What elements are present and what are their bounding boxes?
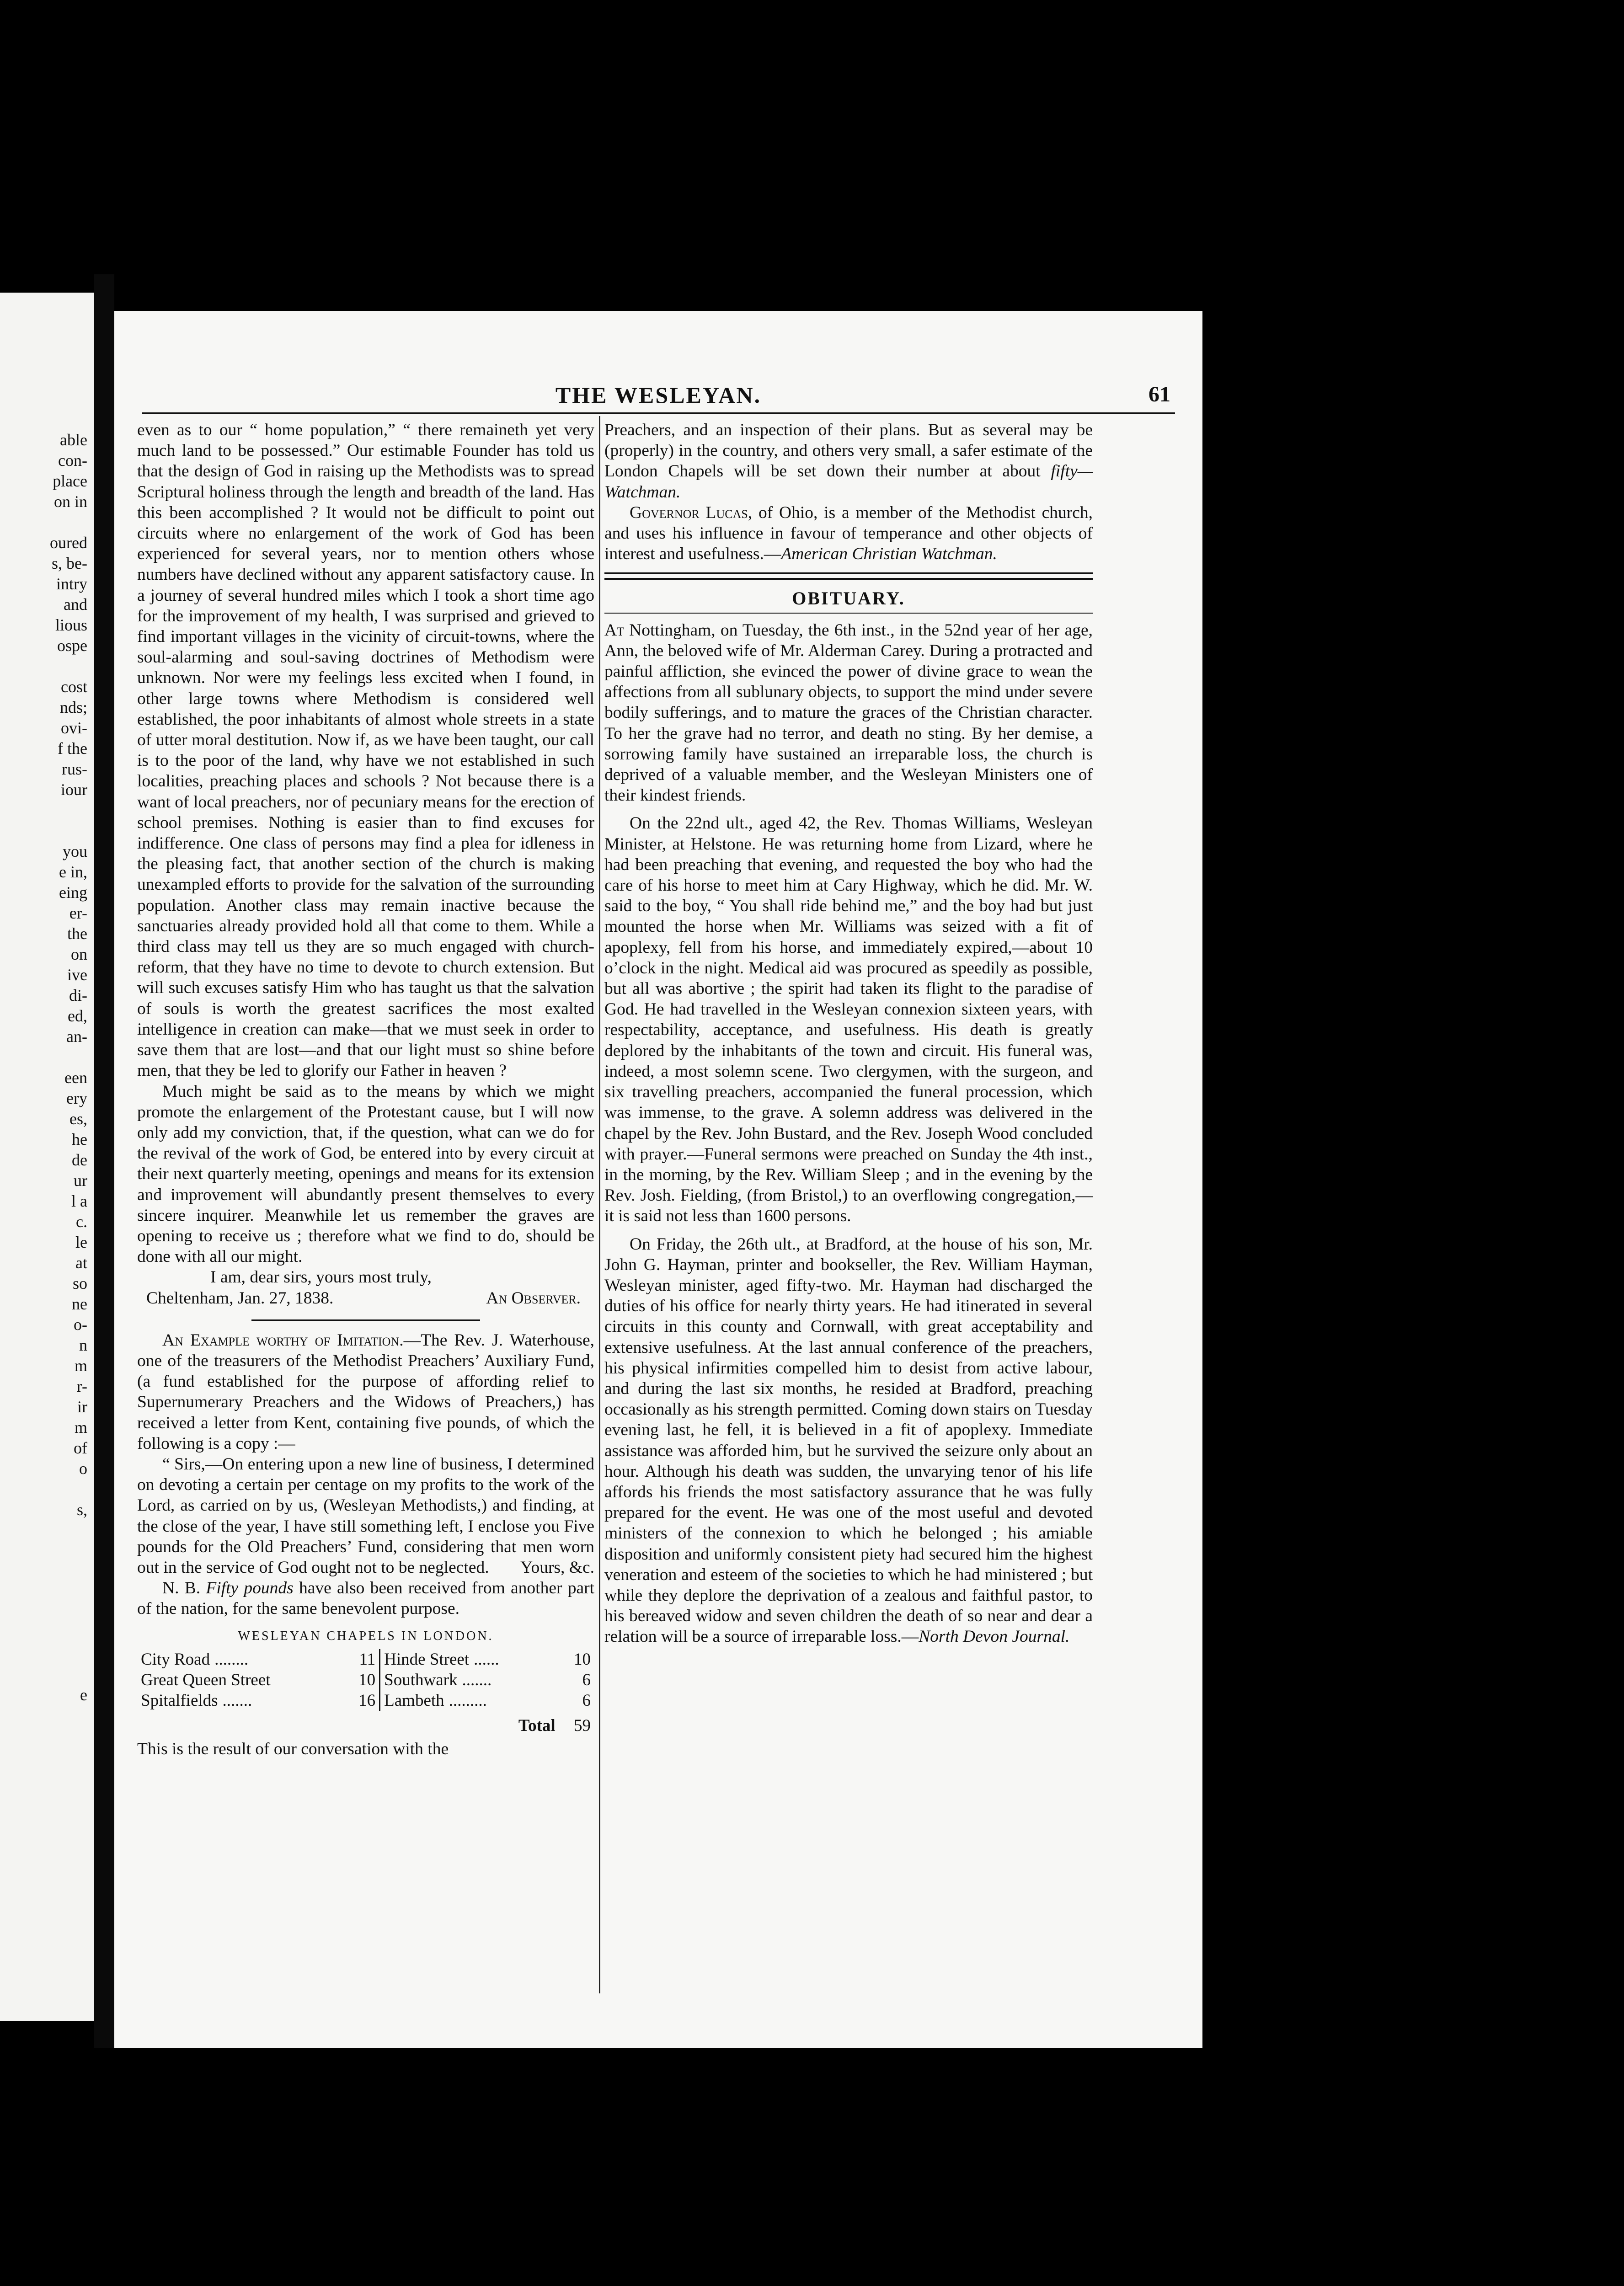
leader-dots: ......... <box>449 1691 487 1710</box>
facing-page-fragment: con- <box>58 451 87 470</box>
chapels-table <box>137 1649 594 1736</box>
obit-lead: At <box>604 620 624 640</box>
page <box>114 311 1202 2048</box>
facing-page-fragment: o <box>79 1459 87 1478</box>
facing-page-fragment: s, <box>76 1501 87 1519</box>
facing-page-fragment: ospe <box>57 636 87 655</box>
left-column <box>137 420 594 1759</box>
facing-page-fragment: ur <box>74 1171 87 1190</box>
total-row <box>137 1711 594 1736</box>
letter-text <box>137 1454 594 1578</box>
facing-page-fragment: di- <box>69 986 87 1004</box>
chapel-name: Great Queen Street <box>141 1670 271 1689</box>
facing-page-fragment: n <box>79 1336 87 1354</box>
facing-page-fragment: ne <box>72 1295 87 1313</box>
place-date: Cheltenham, Jan. 27, 1838. <box>146 1288 334 1308</box>
facing-page-fragment: iour <box>61 780 87 799</box>
facing-page-fragment: at <box>75 1254 87 1272</box>
left-chapel-count: 11 <box>343 1649 379 1670</box>
obituary-williams: On the 22nd ult., aged 42, the Rev. Thomas Williams, Wesleyan Minister, at Helstone. He was returning home from Lizard, where he had been preaching that evening, and requested the boy who had the care of his horse to meet him at Cary Highway, which he did. Mr. W. said to the boy, “ You shall ride behind me,” and the boy had but just mounted the horse when Mr. Williams was seized with a fit of apoplexy, fell from his horse, and immediately expired,—about 10 o’clock in the night. Medical aid was procured as speedily as possible, but all was abortive ; the spirit had taken its flight to the paradise of God. He had travelled in the Wesleyan connexion sixteen years, with respectability, acceptance, and usefulness. His death is greatly deplored by the inhabitants of the town and circuit. His funeral was, indeed, a most solemn scene. Two clergymen, with the surgeon, and six travelling preachers, accompanied the funeral procession, which was immense, to the grave. A solemn address was delivered in the chapel by the Rev. John Bustard, and the Rev. Joseph Wood concluded with prayer.—Funeral sermons were preached on Sunday the 4th inst., in the morning, by the Rev. William Sleep ; and in the evening by the Rev. Josh. Fielding, (from Bristol,) to an overflowing congregation,—it is said not less than 1600 persons. <box>604 814 1093 1226</box>
chapel-name: Hinde Street <box>384 1650 470 1669</box>
facing-page-fragment: on <box>71 945 87 963</box>
facing-page-fragment: ed, <box>68 1007 87 1025</box>
facing-page-fragment: on in <box>53 492 87 511</box>
facing-page-fragment: ovi- <box>61 719 87 737</box>
facing-page-fragment: lious <box>55 616 87 634</box>
facing-page-fragment: an- <box>66 1027 87 1046</box>
facing-page-fragment: r- <box>76 1377 87 1395</box>
facing-page-fragment: m <box>74 1357 87 1375</box>
chapel-row <box>137 1670 594 1690</box>
facing-page-fragment: cost <box>61 678 87 696</box>
leader-dots: ....... <box>222 1691 252 1710</box>
right-chapel-name <box>380 1690 559 1711</box>
heading-rule <box>604 613 1093 614</box>
facing-page-fragment: ir <box>77 1398 87 1416</box>
facing-page-fragment: o- <box>74 1315 87 1334</box>
facing-page-fragment: eing <box>59 883 87 902</box>
facing-page-fragment: and <box>64 595 87 614</box>
facing-page-fragment: m <box>74 1418 87 1437</box>
book-gutter <box>94 274 114 2048</box>
facing-page-fragment: le <box>75 1233 87 1251</box>
facing-page-fragment: een <box>64 1068 87 1087</box>
letter-closing: I am, dear sirs, yours most truly, <box>210 1268 432 1287</box>
facing-page-fragment: intry <box>56 575 87 593</box>
header-rule <box>142 412 1175 414</box>
total-value: 59 <box>574 1716 591 1735</box>
lucas-source: American Christian Watchman. <box>781 545 997 564</box>
column-divider <box>599 416 600 1993</box>
facing-page-fragment: l a <box>71 1192 87 1210</box>
signature: An Observer. <box>486 1288 581 1308</box>
obituary-carey <box>604 620 1093 806</box>
chapel-name: Spitalfields <box>141 1691 218 1710</box>
left-chapel-name <box>137 1690 343 1711</box>
watchman-continuation <box>604 420 1093 502</box>
running-title: THE WESLEYAN. <box>555 382 762 408</box>
facing-page-fragment: c. <box>76 1212 87 1231</box>
example-paragraph <box>137 1330 594 1454</box>
lucas-body: of Ohio, is a member of the Methodist church, and uses his influence in favour of temperance and other objects of interest and usefulness.— <box>604 503 1093 564</box>
right-chapel-name <box>380 1670 559 1690</box>
facing-page-fragment: nds; <box>59 698 87 716</box>
signature-line <box>137 1288 594 1309</box>
obit-hayman-source: North Devon Journal. <box>919 1627 1070 1646</box>
right-column <box>604 420 1093 1647</box>
facing-page-fragment: able <box>60 431 87 449</box>
right-chapel-count: 10 <box>574 1650 591 1669</box>
letter-sign: Yours, &c. <box>520 1558 594 1577</box>
article-continuation: even as to our “ home population,” “ there remaineth yet very much land to be possessed.” Our estimable Founder has told us that the design of God in raising up the Methodists was to spread Scriptural holiness through the length and breadth of the land. Has this been accomplished ? It would not be difficult to point out circuits where no enlargement of the work of God has been experienced for several years, nor to mention others whose numbers have declined without any apparent satisfactory cause. In a journey of several hundred miles which I took a short time ago for the improvement of my health, I was surprised and grieved to find important villages in the vicinity of circuit-towns, where the soul-alarming and soul-saving doctrines of Methodism were unknown. Nor were my feelings less excited when I found, in other large towns where Methodism is considered well established, the poor inhabitants of almost whole streets in a state of utter moral destitution. Now if, as we have been taught, our call is to the poor of the land, why have we not established in such localities, preaching places and schools ? Not because there is a want of local preachers, nor of pecuniary means for the erection of school premises. Nothing is easier than to find excuses for indifference. One class of persons may find a plea for idleness in the pleasing fact, that another section of the church is making unexampled efforts to provide for the salvation of the surrounding population. Another class may remain inactive because the sanctuaries already provided hold all that come to them. While a third class may tell us they are so much engaged with church-reform, that they have no time to devote to church extension. But will such excuses satisfy Him who has taught us that the salvation of souls is worth the greatest sacrifices the most exalted intelligence in creation can make—that we must seek in order to save them that are lost—and that our light must so shine before men, that they be led to glorify our Father in heaven ? <box>137 421 594 1080</box>
chapels-table-title: WESLEYAN CHAPELS IN LONDON. <box>238 1629 494 1643</box>
double-rule <box>604 572 1093 580</box>
right-chapel-count: 6 <box>582 1670 591 1689</box>
right-chapel-name <box>380 1649 559 1670</box>
leader-dots: ....... <box>462 1670 492 1689</box>
facing-page-fragment: rus- <box>62 760 87 778</box>
left-chapel-count: 16 <box>343 1690 379 1711</box>
nb-note <box>137 1578 594 1619</box>
leader-dots: ........ <box>214 1650 249 1669</box>
total-label: Total <box>518 1716 556 1735</box>
nb-italic: Fifty pounds <box>206 1579 294 1598</box>
left-chapel-count: 10 <box>343 1670 379 1690</box>
facing-page-fragment: you <box>63 842 87 860</box>
continuation-text: Preachers, and an inspection of their plans. But as several may be (properly) in the country, and others very small, a safer estimate of the London Chapels will be set down their number at about <box>604 421 1093 481</box>
facing-page-fragment: s, be- <box>52 554 87 572</box>
obit-carey-text: Nottingham, on Tuesday, the 6th inst., in the 52nd year of her age, Ann, the beloved wife of Mr. Alderman Carey. During a protracted and painful affliction, she evinced the power of divine grace to wean the affections from all sublunary objects, to support the mind under severe bodily sufferings, and to mature the graces of the Christian character. To her the grave had no terror, and death no sting. By her demise, a sorrowing family have sustained an irreparable loss, the church is deprived of a valuable member, and the Wesleyan Ministers one of their kindest friends. <box>604 620 1093 805</box>
chapel-row <box>137 1649 594 1670</box>
facing-page-fragment: so <box>72 1274 87 1293</box>
facing-page-fragment: place <box>53 472 87 490</box>
trailing-line: This is the result of our conversation with the <box>137 1739 449 1758</box>
nb-prefix: N. B. <box>162 1579 201 1598</box>
continuation-source: fifty—Watchman. <box>604 462 1093 502</box>
separator-rule <box>251 1319 480 1321</box>
obit-hayman-text: On Friday, the 26th ult., at Bradford, at the house of his son, Mr. John G. Hayman, printer and bookseller, the Rev. William Hayman, Wesleyan minister, aged fifty-two. Mr. Hayman had discharged the duties of his office for nearly thirty years. He had itinerated in several circuits in this county and Cornwall, with great acceptability and extensive usefulness. At the last annual conference of the preachers, his physical infirmities compelled him to desist from active labour, and during the last six months, he resided at Bradford, preaching occasionally as his strength permitted. Coming down stairs on Tuesday evening last, he fell, it is believed in a fit of apoplexy. Immediate assistance was afforded him, but he survived the seizure only about an hour. Although his death was sudden, the unvarying tenor of his life affords his friends the most satisfactory assurance that he was fully prepared for the event. He was one of the most useful and devoted ministers of the connexion to which he belonged ; his amiable disposition and uniformly consistent piety had secured him the highest veneration and esteem of the societies to which he had ministered ; but while they deplore the deprivation of a zealous and faithful pastor, to his bereaved widow and seven children the death of so near and dear a relation will be a source of irreparable loss.— <box>604 1234 1093 1646</box>
page-header <box>142 382 1175 409</box>
letter-body: “ Sirs,—On entering upon a new line of business, I determined on devoting a certain per centage on my profits to the work of the Lord, as carried on by us, (Wesleyan Methodists,) and finding, at the close of the year, I have still something left, I enclose you Five pounds for the Old Preachers’ Fund, considering that men worn out in the service of God ought not to be neglected. <box>137 1454 594 1577</box>
chapel-row <box>137 1690 594 1711</box>
left-chapel-name <box>137 1670 343 1690</box>
lucas-paragraph <box>604 502 1093 565</box>
facing-page-fragment: the <box>67 924 87 943</box>
facing-page-fragment: oured <box>50 534 87 552</box>
obituary-hayman <box>604 1234 1093 1647</box>
example-lead: An Example worthy of Imitation. <box>162 1330 404 1350</box>
chapel-name: Southwark <box>384 1670 458 1689</box>
facing-page-fragment: e <box>80 1686 87 1704</box>
lucas-lead: Governor Lucas, <box>630 503 753 522</box>
left-chapel-name <box>137 1649 343 1670</box>
facing-page-fragment: ive <box>67 966 87 984</box>
facing-page-fragment: e in, <box>59 863 87 881</box>
example-body: —The Rev. J. Waterhouse, one of the treasurers of the Methodist Preachers’ Auxiliary Fund, (a fund established for the purpose of affording relief to Supernumerary Preachers and the Widows of Preachers,) has received a letter from Kent, containing five pounds, of which the following is a copy :— <box>137 1330 595 1453</box>
leader-dots: ...... <box>474 1650 499 1669</box>
facing-page-fragment: of <box>74 1439 87 1457</box>
facing-page-edge <box>0 293 94 2021</box>
facing-page-fragment: de <box>72 1151 87 1169</box>
facing-page-fragment: es, <box>69 1110 87 1128</box>
facing-page-fragment: he <box>72 1130 87 1148</box>
facing-page-fragment: f the <box>58 739 87 758</box>
chapel-name: City Road <box>141 1650 210 1669</box>
obituary-heading: OBITUARY. <box>792 588 905 609</box>
page-number: 61 <box>1149 382 1170 406</box>
right-chapel-count: 6 <box>582 1691 591 1710</box>
nb-rest: have also been received from another part of the nation, for the same benevolent purpose. <box>137 1579 595 1618</box>
chapel-name: Lambeth <box>384 1691 444 1710</box>
facing-page-fragment: er- <box>69 904 87 922</box>
facing-page-fragment: ery <box>66 1089 87 1107</box>
article-paragraph: Much might be said as to the means by which we might promote the enlargement of the Protestant cause, but I will now only add my conviction, that, if the question, what can we do for the revival of the work of God, be entered into by every circuit at their next quarterly meeting, openings and means for its extension and improvement will abundantly present themselves to every sincere inquirer. Meanwhile let us remember the graves are opening to receive us ; therefore what we find to do, should be done with all our might. <box>137 1082 594 1266</box>
